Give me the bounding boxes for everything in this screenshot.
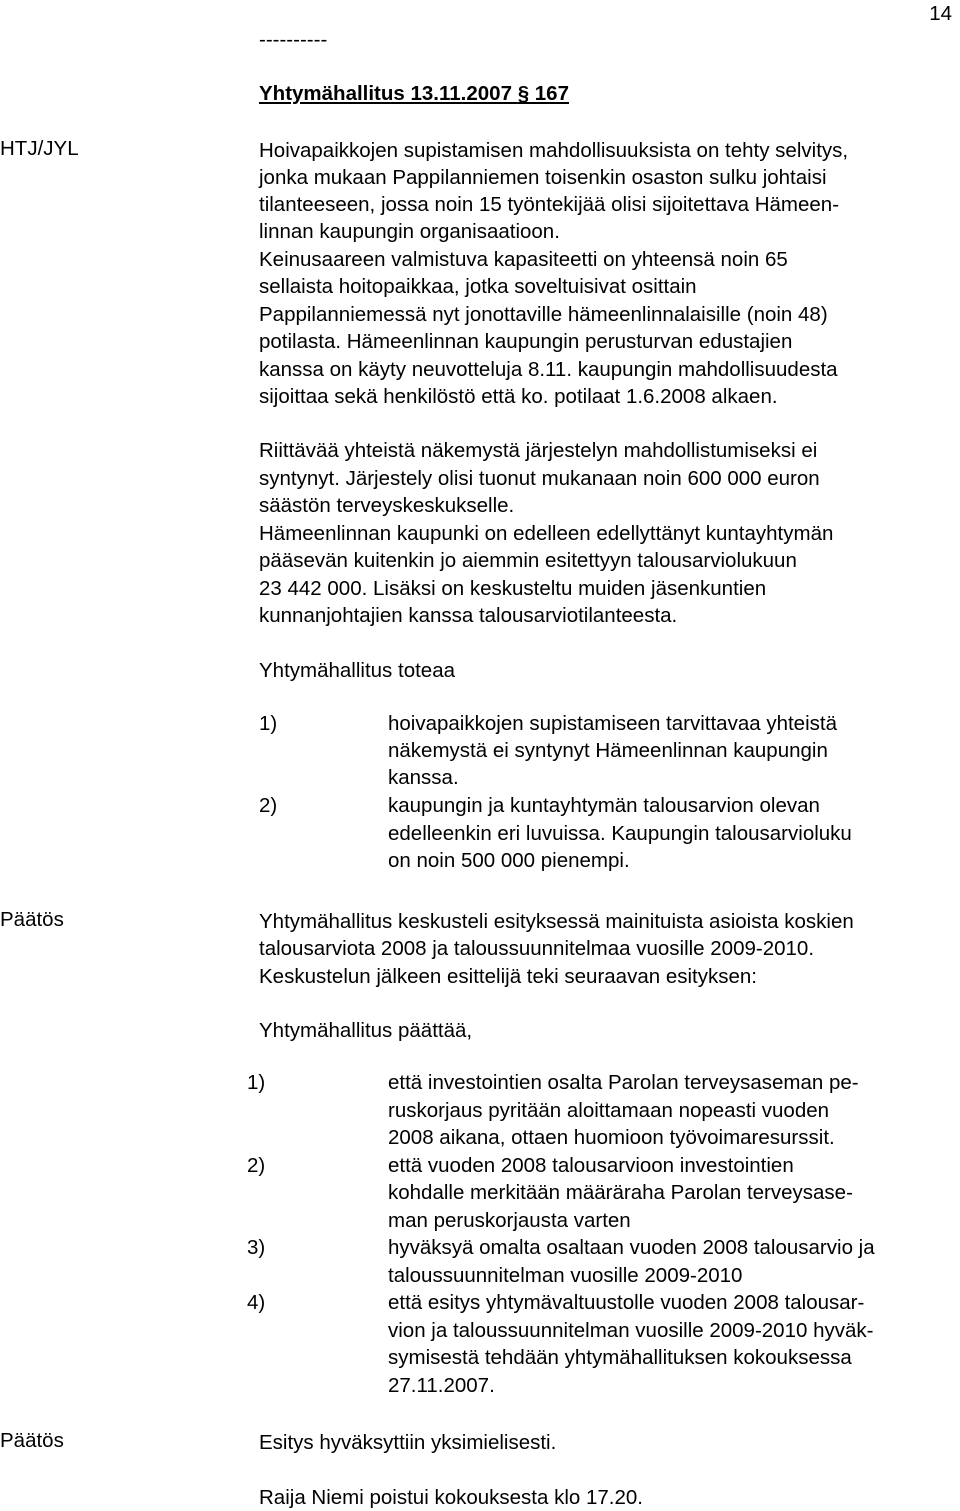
paragraph-line: Pappilanniemessä nyt jonottaville hämeenlinnalaisille (noin 48) <box>259 303 828 326</box>
resolution-line: että investointien osalta Parolan terveysaseman pe- <box>388 1071 859 1094</box>
statement-line: on noin 500 000 pienempi. <box>388 849 630 872</box>
resolution-line: ruskorjaus pyritään aloittamaan nopeasti vuoden <box>388 1099 830 1122</box>
resolution-intro: Yhtymähallitus päättää, <box>259 1019 473 1042</box>
paragraph-line: Keinusaareen valmistuva kapasiteetti on yhteensä noin 65 <box>259 248 788 271</box>
resolution-number: 2) <box>247 1154 266 1177</box>
resolution-line: että vuoden 2008 talousarvioon investointien <box>388 1154 794 1177</box>
paragraph-line: linnan kaupungin organisaatioon. <box>259 220 560 243</box>
resolution-line: 27.11.2007. <box>388 1374 495 1397</box>
paragraph-line: Riittävää yhteistä näkemystä järjestelyn mahdollistumiseksi ei <box>259 439 818 462</box>
paragraph-line: kunnanjohtajien kanssa talousarviotilanteesta. <box>259 604 678 627</box>
paragraph-line: säästön terveyskeskukselle. <box>259 494 515 517</box>
meeting-heading <box>259 82 569 106</box>
statement-line: kaupungin ja kuntayhtymän talousarvion olevan <box>388 794 820 817</box>
paragraph-line: tilanteeseen, jossa noin 15 työntekijää olisi sijoitettava Hämeen- <box>259 193 840 216</box>
closing-note: Raija Niemi poistui kokouksesta klo 17.20. <box>259 1486 643 1509</box>
resolution-line: kohdalle merkitään määräraha Parolan terveysase- <box>388 1181 853 1204</box>
separator-line: ---------- <box>259 28 328 51</box>
resolution-line: man peruskorjausta varten <box>388 1209 631 1232</box>
department-label: HTJ/JYL <box>0 137 79 160</box>
resolution-line: symisestä tehdään yhtymähallituksen kokouksessa <box>388 1346 852 1369</box>
resolution-number: 4) <box>247 1291 266 1314</box>
resolution-number: 3) <box>247 1236 266 1259</box>
statement-line: edelleenkin eri luvuissa. Kaupungin talousarvioluku <box>388 822 852 845</box>
statement-intro: Yhtymähallitus toteaa <box>259 659 456 682</box>
section-number: § 167 <box>517 82 569 105</box>
resolution-line: taloussuunnitelman vuosille 2009-2010 <box>388 1264 743 1287</box>
resolution-line: hyväksyä omalta osaltaan vuoden 2008 talousarvio ja <box>388 1236 875 1259</box>
statement-number: 1) <box>259 712 278 735</box>
paragraph-line: Hämeenlinnan kaupunki on edelleen edellyttänyt kuntayhtymän <box>259 522 834 545</box>
decision-line: Yhtymähallitus keskusteli esityksessä mainituista asioista koskien <box>259 910 854 933</box>
decision-label-2: Päätös <box>0 1429 64 1452</box>
decision-line: Keskustelun jälkeen esittelijä teki seuraavan esityksen: <box>259 965 757 988</box>
meeting-heading-text: Yhtymähallitus 13.11.2007 <box>259 82 512 105</box>
paragraph-line: kanssa on käyty neuvotteluja 8.11. kaupungin mahdollisuudesta <box>259 358 838 381</box>
paragraph-line: Hoivapaikkojen supistamisen mahdollisuuksista on tehty selvitys, <box>259 139 849 162</box>
resolution-line: vion ja taloussuunnitelman vuosille 2009-2010 hyväk- <box>388 1319 874 1342</box>
paragraph-line: syntynyt. Järjestely olisi tuonut mukanaan noin 600 000 euron <box>259 467 820 490</box>
statement-line: kanssa. <box>388 766 459 789</box>
paragraph-line: pääsevän kuitenkin jo aiemmin esitettyyn talousarviolukuun <box>259 549 797 572</box>
decision-line: talousarviota 2008 ja taloussuunnitelmaa vuosille 2009-2010. <box>259 937 815 960</box>
statement-number: 2) <box>259 794 278 817</box>
paragraph-line: jonka mukaan Pappilanniemen toisenkin osaston sulku johtaisi <box>259 166 827 189</box>
resolution-number: 1) <box>247 1071 266 1094</box>
statement-line: hoivapaikkojen supistamiseen tarvittavaa yhteistä <box>388 712 837 735</box>
paragraph-line: 23 442 000. Lisäksi on keskusteltu muiden jäsenkuntien <box>259 577 767 600</box>
paragraph-line: sijoittaa sekä henkilöstö että ko. potilaat 1.6.2008 alkaen. <box>259 385 778 408</box>
resolution-line: 2008 aikana, ottaen huomioon työvoimaresurssit. <box>388 1126 835 1149</box>
paragraph-line: potilasta. Hämeenlinnan kaupungin perusturvan edustajien <box>259 330 793 353</box>
decision-label-1: Päätös <box>0 908 64 931</box>
statement-line: näkemystä ei syntynyt Hämeenlinnan kaupungin <box>388 739 828 762</box>
page-number: 14 <box>929 2 952 25</box>
paragraph-line: sellaista hoitopaikkaa, jotka soveltuisivat osittain <box>259 275 697 298</box>
final-decision: Esitys hyväksyttiin yksimielisesti. <box>259 1431 557 1454</box>
resolution-line: että esitys yhtymävaltuustolle vuoden 2008 talousar- <box>388 1291 865 1314</box>
